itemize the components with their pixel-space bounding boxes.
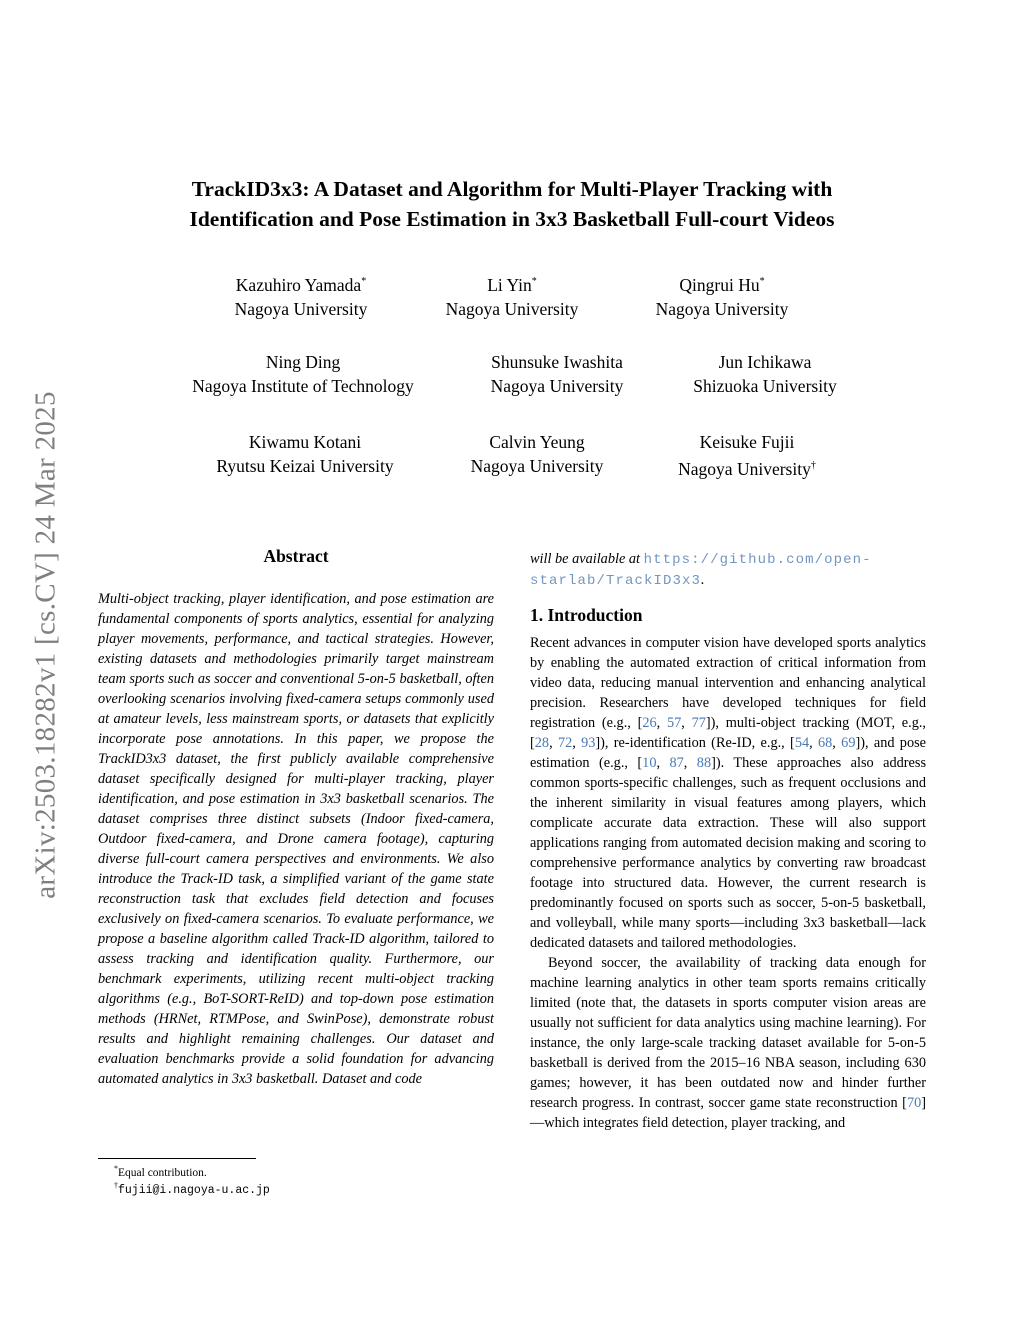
citation-link[interactable]: 72	[557, 735, 573, 751]
paragraph-text: ]), multi-object tracking (MOT, e.g., [	[530, 715, 926, 751]
citation-link[interactable]: 70	[906, 1095, 922, 1111]
author-name: Shunsuke Iwashita	[491, 352, 623, 372]
author-block	[192, 350, 414, 398]
author-name: Ning Ding	[265, 352, 341, 372]
author-affiliation: Nagoya University	[490, 376, 624, 396]
footnote-rule	[98, 1158, 256, 1159]
author-mark: *	[759, 276, 765, 287]
author-name: Qingrui Hu	[679, 274, 760, 295]
introduction-body	[530, 633, 926, 1133]
abstract-text: Multi-object tracking, player identification, and pose estimation are fundamental components of sports analytics, essential for analyzing player movements, performance, and tactical strategies. However, existing datasets and methodologies primarily target mainstream team sports such as soccer and conventional 5-on-5 basketball, often overlooking scenarios involving fixed-camera setups commonly used at amateur levels, less mainstream sports, or datasets that explicitly incorporate pose annotations. In this paper, we propose the TrackID3x3 dataset, the first publicly available comprehensive dataset specifically designed for multi-player tracking, player identification, and pose estimation in 3x3 basketball scenarios. The dataset comprises three distinct subsets (Indoor fixed-camera, Outdoor fixed-camera, and Drone camera footage), capturing diverse full-court camera perspectives and environments. We also introduce the Track-ID task, a simplified variant of the game state reconstruction task that excludes field detection and focuses exclusively on fixed-camera scenarios. To evaluate performance, we propose a baseline algorithm called Track-ID algorithm, tailored to assess tracking and identification quality. Furthermore, our benchmark experiments, utilizing recent multi-object tracking algorithms (e.g., BoT-SORT-ReID) and top-down pose estimation methods (HRNet, RTMPose, and SwinPose), demonstrate robust results and highlight remaining challenges. Our dataset and evaluation benchmarks provide a solid foundation for advancing automated analytics in 3x3 basketball. Dataset and code	[98, 591, 494, 1087]
author-mark: †	[810, 460, 816, 471]
citation-link[interactable]: 57	[666, 715, 682, 731]
paragraph-text: ]). These approaches also address common sports-specific challenges, such as frequent occlusions and the inherent similarity in visual features among players, which complicate accurate data extraction. These will also support applications ranging from automated decision making and scoring to comprehensive performance analytics by converting raw broadcast footage into structured data. However, the current research is predominantly focused on sports such as soccer, 5-on-5 basketball, and volleyball, while many sports—including 3x3 basketball—lack dedicated datasets and tailored methodologies.	[530, 755, 927, 951]
citation-link[interactable]: 69	[841, 735, 856, 751]
author-block	[471, 430, 604, 478]
footnote-mark: *	[114, 1164, 118, 1173]
abstract-heading: Abstract	[263, 546, 329, 566]
citation-link[interactable]: 77	[691, 715, 706, 731]
paragraph-text: ,	[549, 735, 558, 751]
abstract-end-period: .	[701, 572, 705, 588]
citation-link[interactable]: 10	[642, 755, 657, 771]
paragraph-text: ,	[809, 735, 818, 751]
footnote-mark: †	[114, 1181, 118, 1190]
author-name: Li Yin	[487, 274, 532, 295]
abstract-continuation-text: will be available at	[530, 551, 640, 567]
author-name: Keisuke Fujii	[699, 432, 795, 452]
author-affiliation: Ryutsu Keizai University	[216, 456, 394, 476]
paragraph-text: ,	[683, 755, 697, 771]
author-block	[216, 430, 393, 478]
footnote-text: Equal contribution.	[118, 1166, 207, 1179]
code-repository-link[interactable]: https://github.com/open-starlab/TrackID3x3	[530, 552, 872, 589]
author-block	[678, 430, 816, 481]
author-block	[693, 350, 836, 398]
section-heading-introduction: 1. Introduction	[530, 605, 643, 625]
author-affiliation: Shizuoka University	[693, 376, 837, 396]
author-mark: *	[531, 276, 537, 287]
citation-link[interactable]: 26	[642, 715, 657, 731]
citation-link[interactable]: 87	[669, 755, 684, 771]
citation-link[interactable]: 88	[696, 755, 712, 771]
paragraph-text: ,	[572, 735, 582, 751]
citation-link[interactable]: 54	[794, 735, 810, 751]
paragraph-text: ]), re-identification (Re-ID, e.g., [	[595, 735, 795, 751]
paragraph-text: ,	[832, 735, 842, 751]
paragraph-text: ,	[656, 715, 667, 731]
author-block	[491, 350, 624, 398]
title-line-2: Identification and Pose Estimation in 3x3 Basketball Full-court Videos	[189, 207, 835, 231]
paragraph-text: Beyond soccer, the availability of tracking data enough for machine learning analytics in other team sports remains critically limited (note that, the datasets in sports computer vision areas are usually not sufficient for data analytics using machine learning). For instance, the only large-scale tracking dataset available for 5-on-5 basketball is derived from the 2015–16 NBA season, including 630 games; however, it has been outdated now and hinder further research progress. In contrast, soccer game state reconstruction [	[530, 955, 926, 1111]
paragraph-text: ]—which integrates field detection, player tracking, and	[530, 1095, 926, 1131]
author-affiliation: Nagoya University	[470, 456, 604, 476]
author-affiliation: Nagoya Institute of Technology	[192, 376, 414, 396]
author-affiliation: Nagoya University	[655, 298, 789, 319]
citation-link[interactable]: 93	[581, 735, 596, 751]
introduction-paragraph	[530, 953, 926, 1133]
citation-link[interactable]: 68	[818, 735, 833, 751]
author-block	[235, 270, 368, 321]
author-affiliation: Nagoya University	[445, 298, 579, 319]
abstract-continuation	[530, 549, 926, 591]
introduction-paragraph	[530, 633, 926, 953]
paragraph-text: ,	[656, 755, 670, 771]
footnote-email-address[interactable]: fujii@i.nagoya-u.ac.jp	[118, 1183, 270, 1197]
author-name: Kazuhiro Yamada	[235, 274, 362, 295]
author-mark: *	[361, 276, 367, 287]
author-affiliation: Nagoya University	[678, 458, 811, 479]
author-name: Jun Ichikawa	[718, 352, 812, 372]
author-name: Calvin Yeung	[489, 432, 585, 452]
arxiv-identifier: arXiv:2503.18282v1 [cs.CV] 24 Mar 2025	[29, 391, 62, 899]
author-block	[656, 270, 789, 321]
paragraph-text: Recent advances in computer vision have developed sports analytics by enabling the automated extraction of critical information from video data, reducing manual intervention and enhancing analytical precision. Researchers have developed techniques for field registration (e.g., [	[530, 635, 926, 731]
title-line-1: TrackID3x3: A Dataset and Algorithm for Multi-Player Tracking with	[191, 177, 833, 201]
author-name: Kiwamu Kotani	[248, 432, 362, 452]
footnote-email	[114, 1178, 270, 1198]
author-block	[446, 270, 579, 321]
citation-link[interactable]: 28	[534, 735, 550, 751]
paper-title	[100, 174, 924, 234]
paragraph-text: ]), and pose estimation (e.g., [	[530, 735, 927, 771]
author-affiliation: Nagoya University	[234, 298, 368, 319]
paragraph-text: ,	[681, 715, 692, 731]
